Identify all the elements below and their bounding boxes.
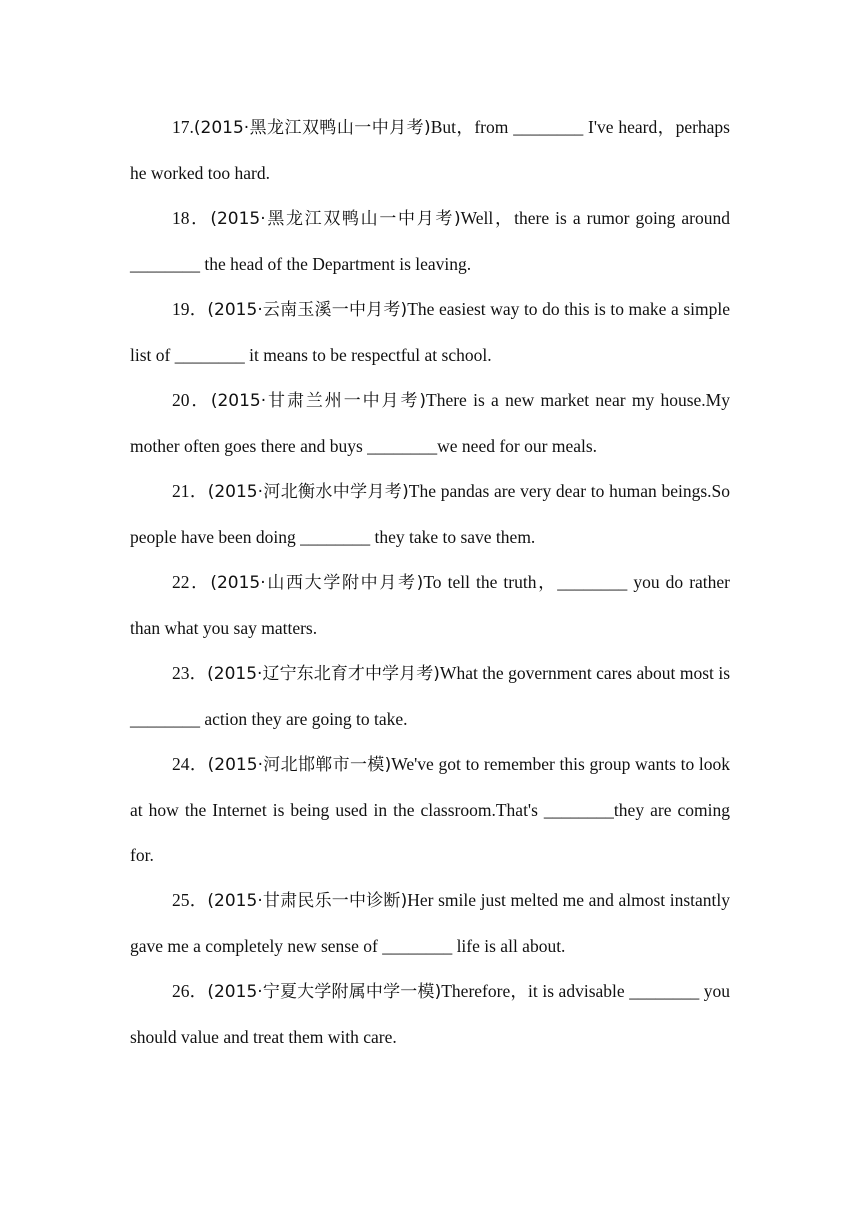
question-text: The pandas are very dear to human beings.So people have been doing ________ they take to save them.: [130, 481, 731, 547]
question-text: But，from ________ I've heard，perhaps he worked too hard.: [130, 117, 730, 183]
question-26: [130, 969, 730, 1060]
question-number: 25．: [172, 890, 208, 910]
question-source: (2015·甘肃兰州一中月考): [210, 391, 426, 411]
question-text: There is a new market near my house.My mother often goes there and buys ________we need for our meals.: [130, 390, 730, 456]
question-21: [130, 469, 730, 560]
exercise-page: [130, 105, 730, 1060]
question-number: 23．: [172, 663, 208, 683]
question-number: 19．: [172, 299, 208, 319]
question-source: (2015·云南玉溪一中月考): [207, 300, 408, 320]
question-number: 22．: [172, 572, 211, 592]
question-source: (2015·山西大学附中月考): [210, 573, 424, 593]
question-text: To tell the truth，________ you do rather than what you say matters.: [130, 572, 731, 638]
question-source: (2015·甘肃民乐一中诊断): [207, 891, 408, 911]
question-number: 17.: [172, 117, 194, 137]
question-24: [130, 742, 730, 878]
question-17: [130, 105, 730, 196]
question-19: [130, 287, 730, 378]
question-source: (2015·黑龙江双鸭山一中月考): [193, 118, 431, 138]
question-text: Her smile just melted me and almost instantly gave me a completely new sense of ________ life is all about.: [130, 890, 731, 956]
question-22: [130, 560, 730, 651]
question-source: (2015·宁夏大学附属中学一模): [207, 982, 442, 1002]
question-number: 20．: [172, 390, 211, 410]
question-text: Therefore，it is advisable ________ you should value and treat them with care.: [130, 981, 730, 1047]
question-text: We've got to remember this group wants to look at how the Internet is being used in the classroom.That's ________they are coming for.: [130, 754, 731, 865]
question-number: 24．: [172, 754, 208, 774]
question-number: 26．: [172, 981, 208, 1001]
question-text: Well，there is a rumor going around ________ the head of the Department is leaving.: [130, 208, 730, 274]
question-source: (2015·河北邯郸市一模): [207, 755, 392, 775]
question-text: What the government cares about most is ________ action they are going to take.: [130, 663, 731, 729]
question-23: [130, 651, 730, 742]
question-number: 21．: [172, 481, 208, 501]
question-text: The easiest way to do this is to make a simple list of ________ it means to be respectful at school.: [130, 299, 731, 365]
question-25: [130, 878, 730, 969]
question-source: (2015·辽宁东北育才中学月考): [207, 664, 440, 684]
question-source: (2015·河北衡水中学月考): [207, 482, 409, 502]
question-18: [130, 196, 730, 287]
question-number: 18．: [172, 208, 211, 228]
question-20: [130, 378, 730, 469]
question-source: (2015·黑龙江双鸭山一中月考): [210, 209, 461, 229]
